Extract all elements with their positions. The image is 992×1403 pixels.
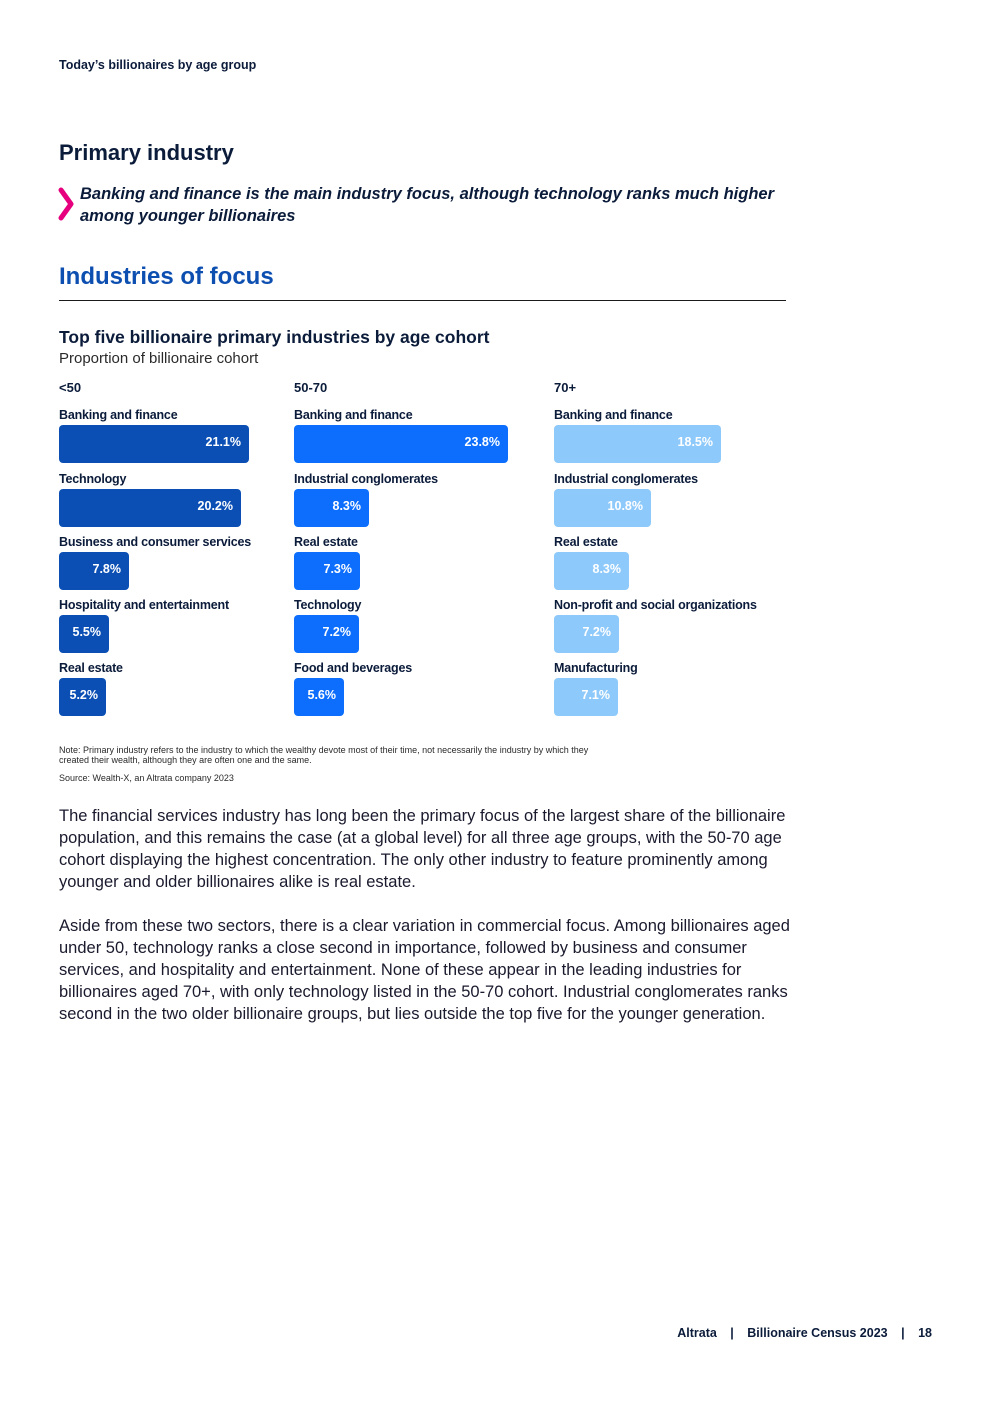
divider [59,300,786,301]
bar-item [294,598,534,662]
bar-item [554,472,794,536]
category-label: Banking and finance [294,408,413,422]
category-label: Real estate [554,535,618,549]
footer [677,1326,932,1340]
bar-value-label: 7.8% [92,562,121,576]
bar [554,489,651,527]
chart-source: Source: Wealth-X, an Altrata company 2023 [59,773,234,783]
bar-value-label: 5.2% [69,688,98,702]
category-label: Banking and finance [554,408,673,422]
column-header: 70+ [554,380,577,395]
column-header: 50-70 [294,380,328,395]
footer-separator: | [730,1326,734,1340]
bar [554,425,721,463]
bar-item [294,408,534,472]
bar-value-label: 5.5% [72,625,101,639]
category-label: Manufacturing [554,661,638,675]
bar-item [554,408,794,472]
breadcrumb: Today’s billionaires by age group [59,58,257,72]
category-label: Industrial conglomerates [554,472,698,486]
bar-value-label: 8.3% [592,562,621,576]
bar-value-label: 21.1% [205,435,241,449]
bar [554,552,629,590]
category-label: Industrial conglomerates [294,472,438,486]
bar-value-label: 7.3% [323,562,352,576]
bar-item [59,408,299,472]
category-label: Food and beverages [294,661,412,675]
category-label: Technology [294,598,362,612]
category-label: Hospitality and entertainment [59,598,229,612]
bar-value-label: 18.5% [677,435,713,449]
bar [59,678,106,716]
footer-publication: Billionaire Census 2023 [747,1326,888,1340]
focus-title: Industries of focus [59,263,274,290]
bar [294,678,344,716]
chart-subtitle: Proportion of billionaire cohort [59,350,259,367]
bar-value-label: 5.6% [307,688,336,702]
bar [59,489,241,527]
footer-separator: | [901,1326,905,1340]
bar-value-label: 23.8% [464,435,500,449]
category-label: Real estate [294,535,358,549]
column-header: <50 [59,380,82,395]
bar [294,552,360,590]
bar-value-label: 7.2% [582,625,611,639]
bar-item [294,661,534,725]
chevron-right-icon [57,187,75,221]
category-label: Business and consumer services [59,535,252,549]
category-label: Real estate [59,661,123,675]
callout-text: Banking and finance is the main industry focus, although technology ranks much higher among younger billionaires [80,185,775,225]
bar-item [294,472,534,536]
bar-item [59,535,299,599]
bar-item [554,661,794,725]
bar [59,425,249,463]
footer-page-number: 18 [918,1326,932,1340]
bar [554,678,618,716]
category-label: Technology [59,472,127,486]
bar [294,489,369,527]
bar-value-label: 10.8% [607,499,643,513]
bar [59,615,109,653]
body-paragraph-1: The financial services industry has long been the primary focus of the largest share of the billionaire population, and this remains the case (at a global level) for all three age groups, with the 50-70 age cohort displaying the highest concentration. The only other industry to feature prominently among younger and older billionaires alike is real estate. [59,807,786,891]
bar [554,615,619,653]
bar [294,425,508,463]
bar [59,552,129,590]
bar-item [554,598,794,662]
bar-item [294,535,534,599]
footer-brand: Altrata [677,1326,717,1340]
bar-value-label: 7.2% [322,625,351,639]
bar-item [554,535,794,599]
section-title: Primary industry [59,140,234,165]
body-paragraph-2: Aside from these two sectors, there is a clear variation in commercial focus. Among billionaires aged under 50, technology ranks a close second in importance, followed by business and consumer services, and hospitality and entertainment. None of these appear in the leading industries for billionaires aged 70+, with only technology listed in the 50-70 cohort. Industrial conglomerates ranks second in the two older billionaire groups, but lies outside the top five for the younger generation. [59,917,790,1023]
bar-item [59,598,299,662]
bar-item [59,472,299,536]
bar [294,615,359,653]
bar-value-label: 8.3% [332,499,361,513]
chart-note: Note: Primary industry refers to the industry to which the wealthy devote most of their time, not necessarily the industry by which they created their wealth, although they are often one and the same. [59,745,589,765]
bar-value-label: 20.2% [197,499,233,513]
bar-value-label: 7.1% [581,688,610,702]
bar-item [59,661,299,725]
category-label: Non-profit and social organizations [554,598,757,612]
category-label: Banking and finance [59,408,178,422]
chart-title: Top five billionaire primary industries by age cohort [59,327,490,347]
